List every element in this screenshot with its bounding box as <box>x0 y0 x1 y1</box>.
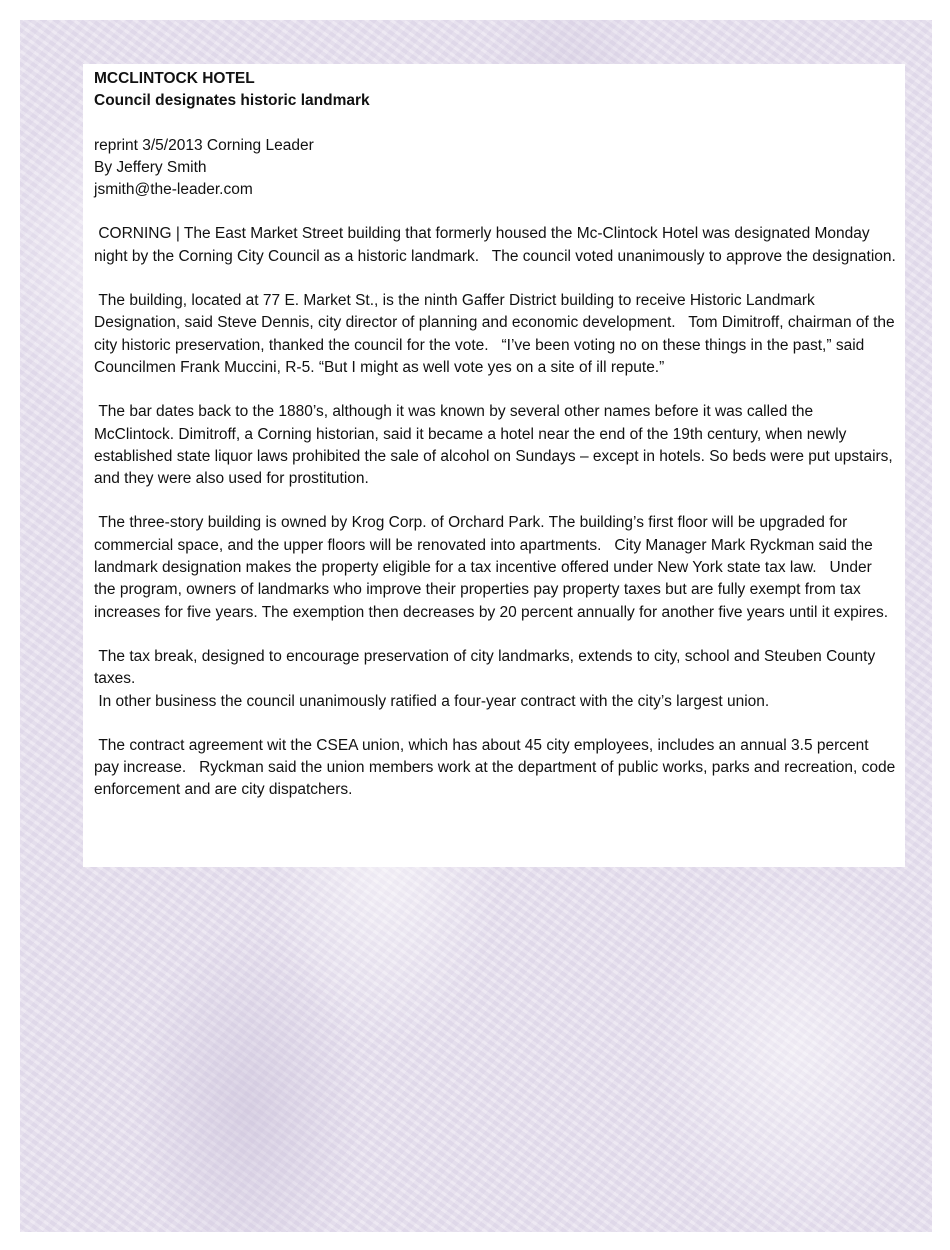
article-panel <box>83 64 905 867</box>
paragraph-union-contract: The contract agreement wit the CSEA union, which has about 45 city employees, includes an annual 3.5 percent pay increase. Ryckman said the union members work at the department of public works, parks and recreation, code enforcement and are city dispatchers. <box>94 736 900 799</box>
byline: By Jeffery Smith <box>94 158 207 176</box>
paragraph-other-business: In other business the council unanimously ratified a four-year contract with the city’s largest union. <box>94 692 770 710</box>
article-meta <box>94 135 897 202</box>
headline: MCCLINTOCK HOTEL <box>94 70 255 87</box>
paragraph-tax-break: The tax break, designed to encourage preservation of city landmarks, extends to city, school and Steuben County taxes. <box>94 647 880 688</box>
author-email: jsmith@the-leader.com <box>94 181 253 199</box>
paragraph-corning-intro: CORNING | The East Market Street building that formerly housed the Mc-Clintock Hotel was designated Monday night by the Corning City Council as a historic landmark. The council voted unanimously to approve the designation. <box>94 225 896 265</box>
paragraph-building-location: The building, located at 77 E. Market St., is the ninth Gaffer District building to receive Historic Landmark Designation, said Steve Dennis, city director of planning and economic development. Tom Dimitroff, chairman of the city historic preservation, thanked the council for the vote. “I’ve been voting no on these things in the past,” said Councilmen Frank Muccini, R-5. “But I might as well vote yes on a site of ill repute.” <box>94 292 899 376</box>
subheadline: Council designates historic landmark <box>94 92 370 110</box>
textured-background <box>20 20 932 1232</box>
reprint-line: reprint 3/5/2013 Corning Leader <box>94 136 314 154</box>
paragraph-ownership: The three-story building is owned by Krog Corp. of Orchard Park. The building’s first floor will be upgraded for commercial space, and the upper floors will be renovated into apartments. City Manager Mark Ryckman said the landmark designation makes the property eligible for a tax incentive offered under New York state tax law. Under the program, owners of landmarks who improve their properties pay property taxes but are fully exempt from tax increases for five years. The exemption then decreases by 20 percent annually for another five years until it expires. <box>94 514 889 621</box>
paragraph-bar-history: The bar dates back to the 1880’s, although it was known by several other names before it was called the McClintock. Dimitroff, a Corning historian, said it became a hotel near the end of the 19th century, when newly established state liquor laws prohibited the sale of alcohol on Sundays – except in hotels. So beds were put upstairs, and they were also used for prostitution. <box>94 403 898 488</box>
